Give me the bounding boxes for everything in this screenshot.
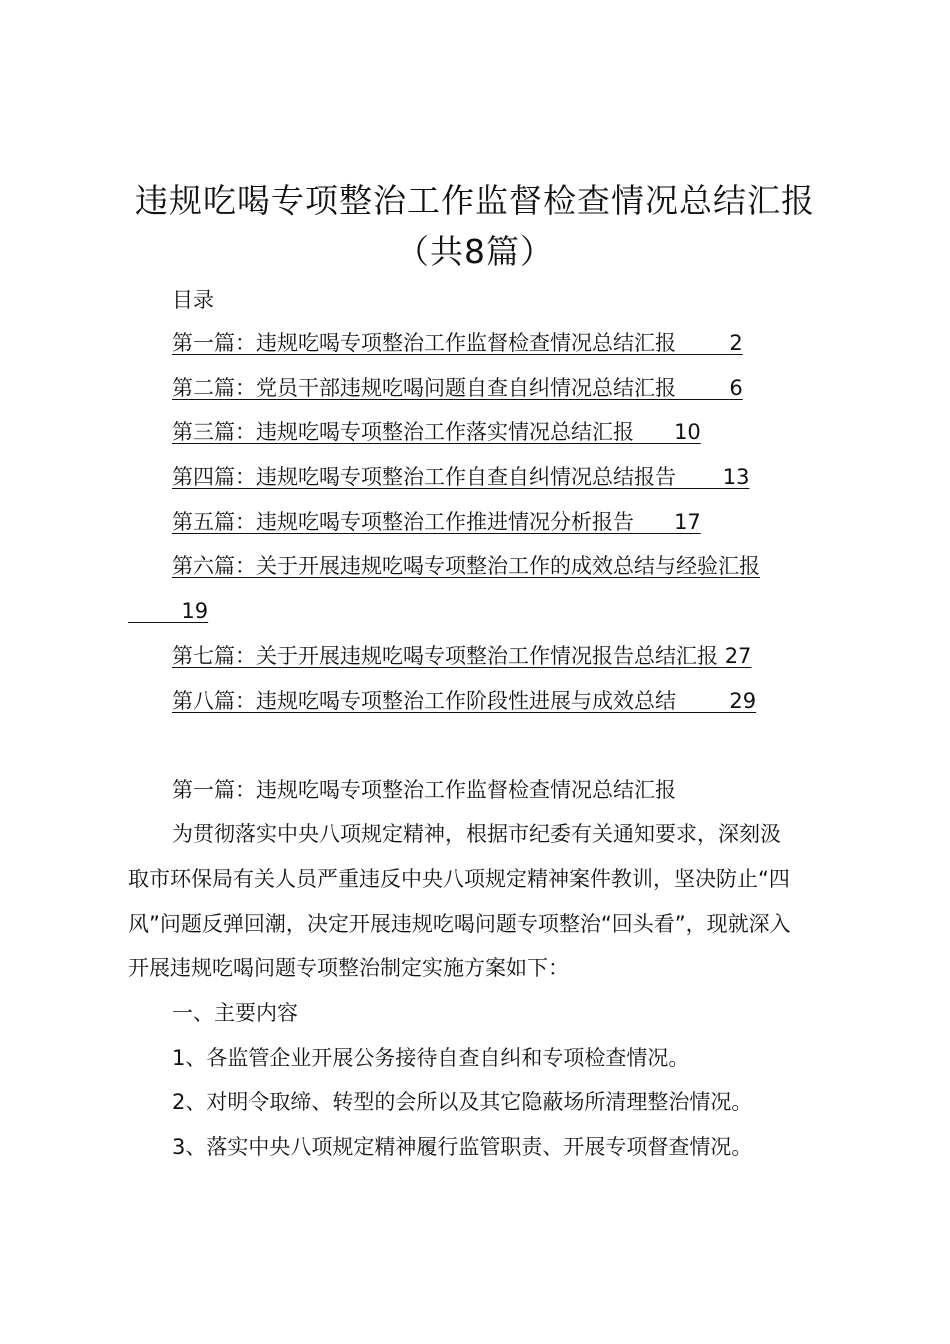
intro-line-3: 风”问题反弹回潮，决定开展违规吃喝问题专项整治“回头看”，现就深入 (128, 912, 791, 936)
list-item: 1、各监管企业开展公务接待自查自纠和专项检查情况。 (172, 1046, 690, 1070)
toc-entry-label: 第五篇：违规吃喝专项整治工作推进情况分析报告 (172, 510, 634, 534)
toc-entry-3[interactable] (172, 417, 701, 447)
toc-entry-page: 29 (729, 689, 757, 713)
toc-entry-label: 第一篇：违规吃喝专项整治工作监督检查情况总结汇报 (172, 331, 676, 355)
toc-entry-7[interactable] (172, 641, 751, 671)
document-title: 违规吃喝专项整治工作监督检查情况总结汇报 (135, 181, 815, 220)
toc-entry-page: 2 (729, 331, 743, 355)
toc-entry-label: 第四篇：违规吃喝专项整治工作自查自纠情况总结报告 (172, 465, 676, 489)
toc-entry-6[interactable] (172, 551, 760, 581)
intro-line-1: 为贯彻落实中央八项规定精神，根据市纪委有关通知要求，深刻汲 (172, 822, 781, 846)
toc-entry-1[interactable] (172, 328, 743, 358)
toc-entry-label: 第二篇：党员干部违规吃喝问题自查自纠情况总结汇报 (172, 376, 676, 400)
toc-entry-page: 6 (729, 376, 743, 400)
list-item: 2、对明令取缔、转型的会所以及其它隐蔽场所清理整治情况。 (172, 1090, 753, 1114)
toc-entry-page: 19 (181, 599, 209, 623)
heading-main-content: 一、主要内容 (172, 1001, 298, 1025)
section-title: 第一篇：违规吃喝专项整治工作监督检查情况总结汇报 (172, 778, 676, 802)
toc-entry-2[interactable] (172, 373, 743, 403)
toc-heading: 目录 (172, 288, 214, 312)
toc-entry-label: 第八篇：违规吃喝专项整治工作阶段性进展与成效总结 (172, 689, 676, 713)
toc-entry-6-page-line[interactable] (128, 596, 208, 626)
toc-entry-5[interactable] (172, 507, 701, 537)
list-item: 3、落实中央八项规定精神履行监管职责、开展专项督查情况。 (172, 1135, 753, 1159)
toc-entry-label: 第三篇：违规吃喝专项整治工作落实情况总结汇报 (172, 420, 634, 444)
document-subtitle: （共8篇） (396, 232, 554, 271)
intro-line-2: 取市环保局有关人员严重违反中央八项规定精神案件教训，坚决防止“四 (128, 867, 790, 891)
toc-entry-label: 第六篇：关于开展违规吃喝专项整治工作的成效总结与经验汇报 (172, 554, 760, 578)
toc-entry-page: 17 (674, 510, 701, 534)
toc-entry-4[interactable] (172, 462, 749, 492)
toc-entry-page: 13 (722, 465, 750, 489)
toc-entry-label: 第七篇：关于开展违规吃喝专项整治工作情况报告总结汇报 (172, 644, 718, 668)
toc-entry-page: 10 (674, 420, 701, 444)
toc-entry-page: 27 (724, 644, 752, 668)
intro-line-4: 开展违规吃喝问题专项整治制定实施方案如下： (128, 956, 569, 980)
toc-entry-8[interactable] (172, 686, 756, 716)
